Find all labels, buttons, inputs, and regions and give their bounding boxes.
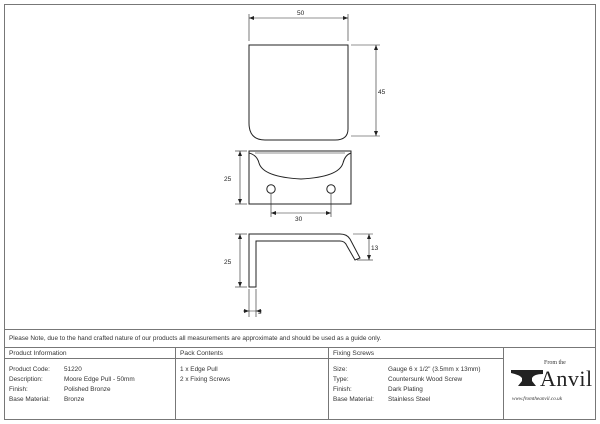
screw-type-row [333, 375, 503, 385]
product-code-row [9, 365, 175, 375]
info-table [5, 347, 595, 419]
technical-drawing [5, 5, 595, 325]
front-view-outline [249, 151, 351, 204]
screw-type-value: Countersunk Wood Screw [388, 376, 463, 383]
finish-label: Finish: [9, 386, 28, 393]
screw-finish-value: Dark Plating [388, 386, 423, 393]
screw-material-label: Base Material: [333, 396, 374, 403]
base-material-value: Bronze [64, 396, 85, 403]
screw-material-value: Stainless Steel [388, 396, 431, 403]
product-information-heading: Product Information [5, 347, 175, 359]
fixing-screws-section [328, 347, 503, 419]
pack-item: 1 x Edge Pull [180, 366, 218, 373]
dim-height-front: 25 [224, 176, 232, 183]
screw-type-label: Type: [333, 376, 349, 383]
dim-thickness: 3 [258, 309, 262, 316]
base-material-row [9, 395, 175, 405]
description-value: Moore Edge Pull - 50mm [64, 376, 135, 383]
product-code-label: Product Code: [9, 366, 50, 373]
pack-contents-heading: Pack Contents [176, 347, 328, 359]
measurement-note: Please Note, due to the hand crafted nature of our products all measurements are approximate and should be used as a guide only. [5, 329, 595, 348]
fixing-screws-heading: Fixing Screws [329, 347, 503, 359]
screw-hole-left [267, 185, 275, 193]
dim-width-top: 50 [297, 10, 305, 17]
dim-lip-height: 13 [371, 245, 379, 252]
finish-value: Polished Bronze [64, 386, 111, 393]
finish-row [9, 385, 175, 395]
screw-finish-label: Finish: [333, 386, 352, 393]
product-code-value: 51220 [64, 366, 82, 373]
pack-item: 2 x Fixing Screws [180, 376, 231, 383]
product-information-section [5, 347, 175, 419]
dim-height-side: 25 [224, 259, 232, 266]
base-material-label: Base Material: [9, 396, 50, 403]
screw-hole-right [327, 185, 335, 193]
logo-url: www.fromtheanvil.co.uk [512, 396, 562, 402]
dim-hole-spacing: 30 [295, 216, 303, 223]
description-row [9, 375, 175, 385]
logo-from-text: From the [544, 360, 566, 366]
pack-contents-section [175, 347, 328, 419]
drawing-canvas [5, 5, 595, 325]
logo-brand-text: Anvil [540, 366, 593, 391]
screw-size-label: Size: [333, 366, 348, 373]
brand-logo [503, 347, 595, 419]
screw-finish-row [333, 385, 503, 395]
side-view-outline [249, 234, 360, 287]
top-view-outline [249, 45, 348, 140]
anvil-icon [510, 368, 544, 388]
screw-size-value: Gauge 6 x 1/2" (3.5mm x 13mm) [388, 366, 481, 373]
dim-height-top: 45 [378, 89, 386, 96]
screw-material-row [333, 395, 503, 405]
screw-size-row [333, 365, 503, 375]
description-label: Description: [9, 376, 43, 383]
